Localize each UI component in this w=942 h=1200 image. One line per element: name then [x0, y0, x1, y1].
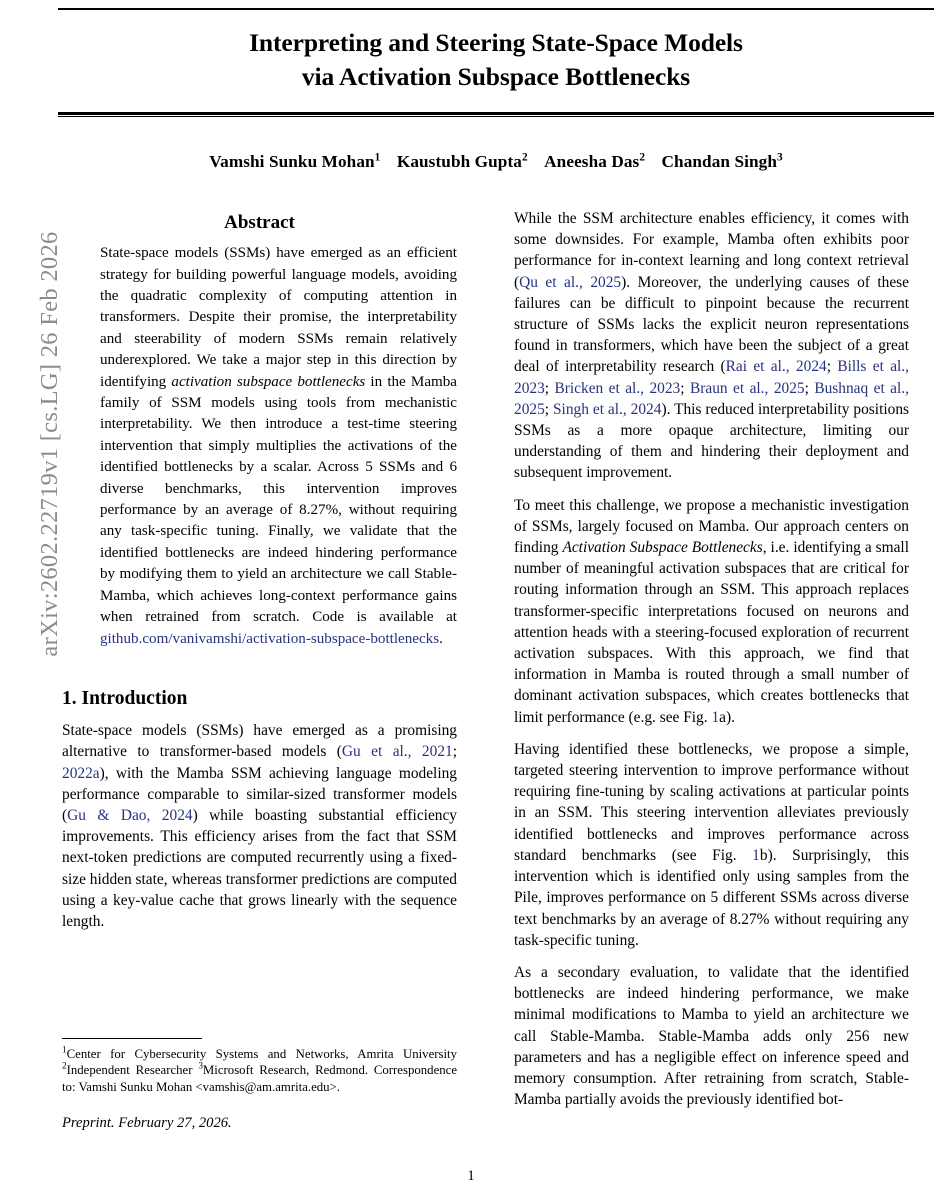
abstract-emphasis: activation subspace bottlenecks [171, 373, 366, 390]
figure-reference-1b[interactable]: 1 [752, 846, 760, 864]
right-paragraph-4: As a secondary evaluation, to validate that the identified bottlenecks are indeed hindering performance, we make minimal modifications to Mamba to yield an architecture we call Stable-Mamba. Stable-Mamba adds only 256 new parameters and has a negligible effect on inference speed and memory consumption. After retraining from scratch, Stable-Mamba partially avoids the previously identified bot- [514, 963, 909, 1109]
citation-bills-2023[interactable]: Bills et al., 2023 [514, 358, 910, 397]
citation-bushnaq-2025[interactable]: Bushnaq et al., 2025 [514, 379, 909, 418]
title-divider-thin [58, 116, 934, 117]
title-line-1: Interpreting and Steering State-Space Models [249, 28, 743, 57]
citation-bricken-2023[interactable]: Bricken et al., 2023 [554, 379, 681, 397]
footnote-block [62, 1038, 457, 1132]
page-title [58, 26, 934, 94]
affiliations-footnote [62, 1046, 457, 1095]
author-2 [397, 152, 528, 171]
top-rule [58, 8, 934, 10]
preprint-notice: Preprint. February 27, 2026. [62, 1115, 232, 1132]
abstract-text-part-3: . [439, 630, 443, 647]
right-column [514, 208, 909, 1110]
abstract-paragraph [100, 243, 457, 650]
citation-gu-2022a[interactable]: 2022a [62, 764, 100, 782]
right-p3-text-a: Having identified these bottlenecks, we propose a simple, targeted steering intervention to improve performance without requiring fine-tuning by scaling activations at particular points in an SSM. This steering intervention alleviates previously identified bottlenecks and improves performance across standard benchmarks (see Fig. [514, 740, 909, 864]
intro-p1-text-b: ), with the Mamba SSM achieving language modeling performance comparable to similar-sized transformer models ( [62, 764, 457, 824]
author-4-affiliation-marker: 3 [777, 151, 783, 164]
author-list [58, 152, 934, 172]
citation-gu-dao-2024[interactable]: Gu & Dao, 2024 [67, 806, 193, 824]
right-paragraph-2 [514, 495, 909, 728]
right-p1-sep-2: ; [544, 379, 555, 397]
right-paragraph-1 [514, 208, 909, 484]
footnote-marker-2: 2 [62, 1061, 67, 1072]
author-3-name: Aneesha Das [544, 152, 640, 171]
author-4-name: Chandan Singh [661, 152, 778, 171]
title-divider-thick [58, 112, 934, 115]
author-1-affiliation-marker: 1 [374, 151, 381, 164]
author-1-name: Vamshi Sunku Mohan [209, 152, 375, 171]
citation-braun-2025[interactable]: Braun et al., 2025 [689, 379, 805, 397]
author-3 [544, 152, 645, 171]
abstract-body [100, 243, 457, 650]
right-paragraph-3 [514, 739, 909, 951]
right-p1-text-c: ). This reduced interpretability positions SSMs as a more opaque architecture, limiting our understanding of them and hindering their deployment and subsequent improvement. [514, 400, 910, 482]
code-repository-link[interactable]: github.com/vanivamshi/activation-subspace-bottlenecks [100, 630, 440, 647]
right-p2-text-c: a). [719, 708, 735, 726]
right-p1-sep-5: ; [544, 400, 553, 418]
author-2-affiliation-marker: 2 [521, 151, 528, 164]
author-1 [209, 152, 380, 171]
section-heading-introduction: 1. Introduction [62, 687, 188, 709]
title-divider [58, 112, 934, 117]
right-p3-text-b: b). Surprisingly, this intervention which is identified only using samples from the Pile, improves performance on 5 different SSMs across diverse text benchmarks by an average of 8.27% without requiring any task-specific tuning. [514, 846, 909, 949]
page-number: 1 [467, 1168, 475, 1184]
right-p1-sep-3: ; [680, 379, 690, 397]
intro-p1-text-c: ) while boasting substantial efficiency improvements. This efficiency arises from the fact that SSM next-token predictions are computed recurrently using a fixed-size hidden state, whereas transformer predictions are computed using a key-value cache that grows linearly with the sequence length. [62, 806, 457, 930]
affiliation-1: Center for Cybersecurity Systems and Networks, Amrita University [66, 1047, 457, 1061]
citation-gu-2021[interactable]: Gu et al., 2021 [341, 743, 453, 761]
author-2-name: Kaustubh Gupta [396, 152, 522, 171]
right-p1-sep-1: ; [826, 358, 838, 376]
abstract-text-part-2: in the Mamba family of SSM models using tools from mechanistic interpretability. We then introduce a test-time steering intervention that simply multiplies the activations of the identified bottlenecks by a scalar. Across 5 SSMs and 6 diverse benchmarks, this intervention improves performance by an average of 8.27%, without requiring any task-specific tuning. Finally, we validate that the identified bottlenecks are indeed hindering performance by modifying them to yield an architecture we call Stable-Mamba, which achieves long-context performance gains when retrained from scratch. Code is available at [100, 373, 458, 626]
footnote-marker-1: 1 [62, 1044, 67, 1055]
citation-singh-2024[interactable]: Singh et al., 2024 [553, 400, 662, 418]
right-p2-text-b: , i.e. identifying a small number of meaningful activation subspaces that are critical for routing information through an SSM. This approach replaces transformer-specific interpretations focused on neurons and attention heads with a steering-focused exploration of recurrent activation subspaces. With this approach, we find that information in Mamba is routed through a small number of dominant activation subspaces, which creates bottlenecks that limit performance (e.g. see Fig. [514, 539, 909, 726]
citation-qu-2025[interactable]: Qu et al., 2025 [519, 273, 622, 291]
intro-paragraph-1 [62, 720, 457, 932]
figure-reference-1a[interactable]: 1 [711, 708, 720, 726]
author-4 [662, 152, 783, 171]
right-p1-text-a: While the SSM architecture enables efficiency, it comes with some downsides. For example, Mamba often exhibits poor performance for in-context learning and long context retrieval ( [514, 210, 909, 291]
arxiv-stamp: arXiv:2602.22719v1 [cs.LG] 26 Feb 2026 [36, 231, 63, 657]
footnote-marker-3: 3 [198, 1061, 203, 1072]
abstract-text-part-1: State-space models (SSMs) have emerged as an efficient strategy for building powerful language models, avoiding the quadratic complexity of computing attention in transformers. Despite their promise, the interpretability and steerability of modern SSMs remain relatively underexplored. We take a major step in this direction by identifying [100, 245, 457, 390]
intro-p1-text-a: State-space models (SSMs) have emerged as a promising alternative to transformer-based models ( [62, 722, 457, 761]
citation-rai-2024[interactable]: Rai et al., 2024 [725, 358, 827, 376]
title-line-2: via Activation Subspace Bottlenecks [301, 62, 691, 91]
author-3-affiliation-marker: 2 [639, 151, 646, 164]
right-p1-sep-4: ; [804, 379, 815, 397]
footnote-rule [62, 1038, 202, 1039]
affiliation-3-and-correspondence: Microsoft Research, Redmond. Correspondence to: Vamshi Sunku Mohan <vamshis@am.amrita.edu>. [62, 1063, 458, 1094]
right-p2-text-a: To meet this challenge, we propose a mechanistic investigation of SSMs, largely focused on Mamba. Our approach centers on finding [514, 496, 909, 557]
right-p2-emphasis: Activation Subspace Bottlenecks [562, 539, 763, 557]
abstract-heading: Abstract [224, 212, 295, 233]
affiliation-2: Independent Researcher [66, 1063, 199, 1078]
right-p1-text-b: ). Moreover, the underlying causes of these failures can be difficult to pinpoint because the recurrent structure of SSMs lacks the explicit neuron representations found in transformers, which have been the subject of a great deal of interpretability research ( [514, 273, 909, 376]
left-column [62, 208, 457, 932]
intro-p1-sep-1: ; [452, 743, 457, 761]
